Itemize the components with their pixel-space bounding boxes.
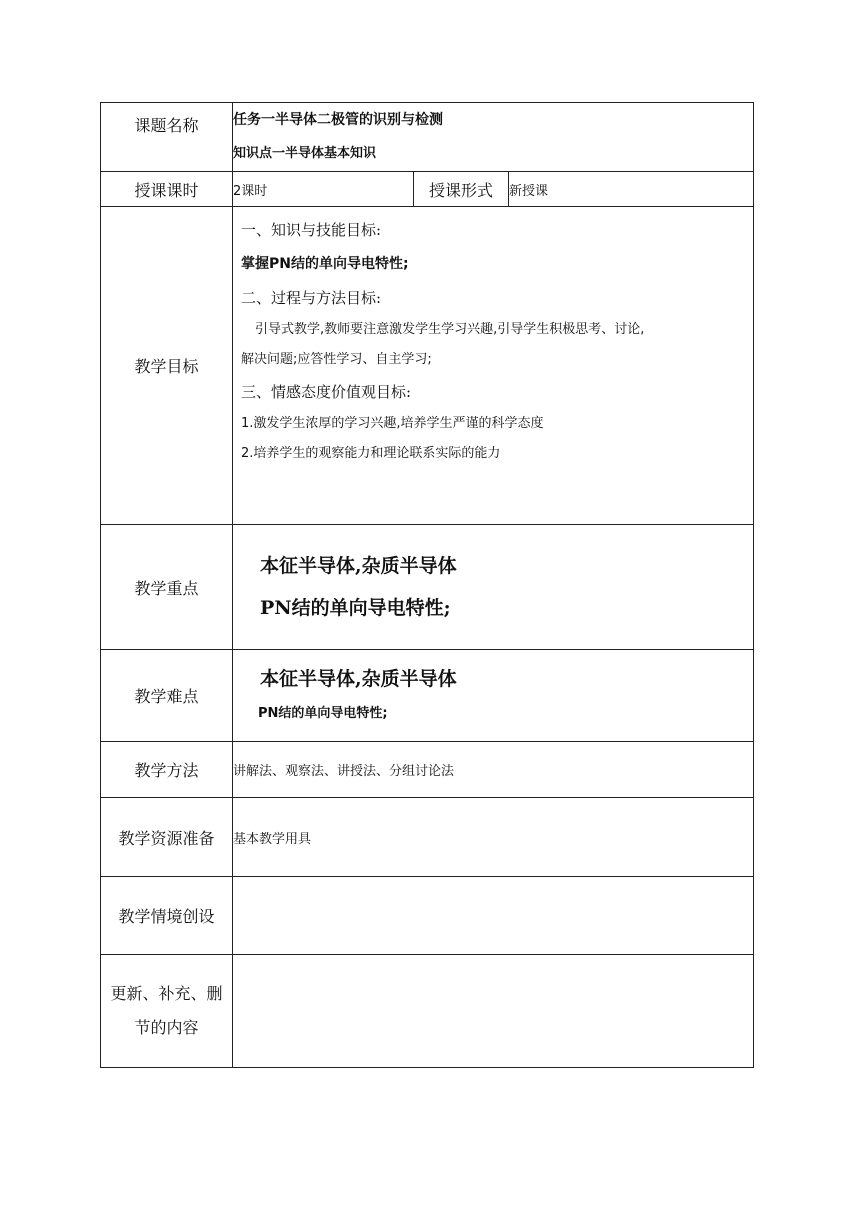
key-points-value (233, 525, 754, 650)
row-resources (101, 798, 754, 877)
methods-label: 教学方法 (101, 742, 233, 798)
objective-bold-1: 掌握PN结的单向导电特性; (241, 256, 409, 272)
row-key-points (101, 525, 754, 650)
row-hours (101, 172, 754, 207)
topic-value (233, 103, 754, 172)
row-methods (101, 742, 754, 798)
objectives-label: 教学目标 (101, 207, 233, 525)
lesson-plan-table (100, 102, 754, 1068)
difficulty-1: 本征半导体,杂质半导体 (260, 667, 457, 690)
objective-heading-2: 二、过程与方法目标: (241, 289, 382, 307)
hours-value: 2课时 (233, 172, 414, 207)
difficulties-value (233, 650, 754, 742)
key-point-2: PN结的单向导电特性; (260, 597, 451, 619)
objectives-value (233, 207, 754, 525)
key-points-label: 教学重点 (101, 525, 233, 650)
updates-label (101, 955, 233, 1068)
row-scenario (101, 877, 754, 955)
resources-label: 教学资源准备 (101, 798, 233, 877)
updates-value (233, 955, 754, 1068)
objective-text-4: 2.培养学生的观察能力和理论联系实际的能力 (241, 446, 501, 461)
topic-line-1: 任务一半导体二极管的识别与检测 (233, 112, 443, 128)
row-updates (101, 955, 754, 1068)
form-value: 新授课 (509, 172, 754, 207)
methods-value: 讲解法、观察法、讲授法、分组讨论法 (233, 742, 754, 798)
objective-heading-1: 一、知识与技能目标: (241, 221, 382, 239)
objective-text-1: 引导式教学,教师要注意激发学生学习兴趣,引导学生积极思考、讨论, (255, 322, 645, 337)
updates-label-line-2: 节的内容 (134, 1018, 199, 1037)
form-label: 授课形式 (414, 172, 509, 207)
objective-text-2: 解决问题;应答性学习、自主学习; (241, 352, 432, 367)
objective-text-3: 1.激发学生浓厚的学习兴趣,培养学生严谨的科学态度 (241, 416, 544, 431)
hours-label: 授课课时 (101, 172, 233, 207)
scenario-label: 教学情境创设 (101, 877, 233, 955)
objective-heading-3: 三、情感态度价值观目标: (241, 383, 412, 401)
updates-label-line-1: 更新、补充、删 (110, 984, 223, 1003)
resources-value: 基本教学用具 (233, 798, 754, 877)
row-objectives (101, 207, 754, 525)
topic-line-2: 知识点一半导体基本知识 (233, 146, 377, 161)
topic-label: 课题名称 (101, 103, 233, 172)
difficulty-2: PN结的单向导电特性; (258, 705, 388, 721)
row-topic (101, 103, 754, 172)
scenario-value (233, 877, 754, 955)
row-difficulties (101, 650, 754, 742)
difficulties-label: 教学难点 (101, 650, 233, 742)
key-point-1: 本征半导体,杂质半导体 (260, 555, 457, 577)
